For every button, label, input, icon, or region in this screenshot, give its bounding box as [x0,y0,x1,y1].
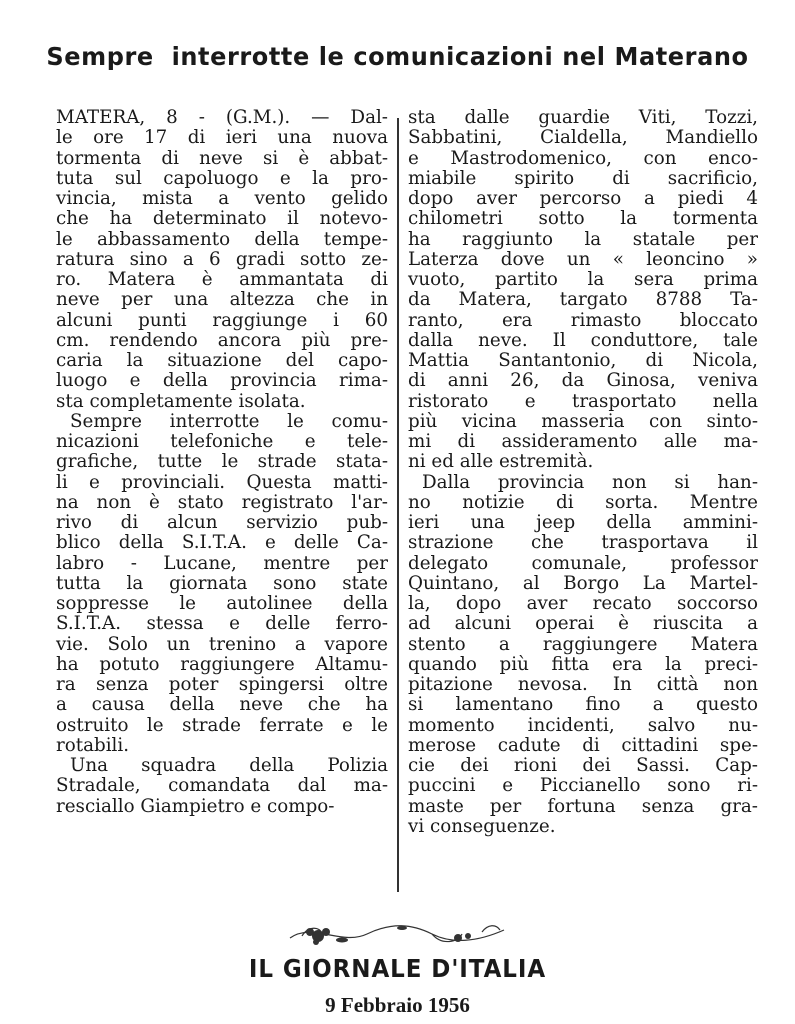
article-line: che ha determinato il notevo- [56,208,388,230]
article-line: da Matera, targato 8788 Ta- [408,289,758,311]
article-line: Una squadra della Polizia [70,755,388,776]
article-headline: Sempre interrotte le comunicazioni nel Materano [46,42,749,71]
article-line: ni ed alle estremità. [408,451,594,473]
article-line: dalla neve. Il conduttore, tale [408,329,758,351]
article-line: ranto, era rimasto bloccato [408,309,758,331]
article-line: tuta sul capoluogo e la pro- [56,167,388,189]
article-line: merose cadute di cittadini spe- [408,734,758,756]
article-line: cie dei rioni dei Sassi. Cap- [408,755,758,776]
article-line: si lamentano fino a questo [408,694,758,716]
article-line: labro - Lucane, mentre per [56,552,388,574]
floral-flourish-icon [282,912,512,954]
article-line: soppresse le autolinee della [56,593,388,614]
article-line: ra senza poter spingersi oltre [56,674,388,695]
article-left-column [56,108,388,818]
column-divider [397,118,399,892]
article-line: blico della S.I.T.A. e delle Ca- [56,532,388,554]
article-line: momento incidenti, salvo nu- [408,714,758,736]
article-line: di anni 26, da Ginosa, veniva [408,370,758,392]
article-line: na non è stato registrato l'ar- [56,491,388,513]
article-line: alcuni punti raggiunge i 60 [56,309,388,331]
article-line: ro. Matera è ammantata di [56,269,388,290]
article-line: vincia, mista a vento gelido [56,188,388,209]
article-line: Sempre interrotte le comu- [70,410,388,432]
article-line: li e provinciali. Questa matti- [56,471,388,493]
publication-date: 9 Febbraio 1956 [325,993,470,1017]
article-line: rivo di alcun servizio pub- [56,512,388,533]
article-line: strazione che trasportava il [408,532,758,554]
article-line: dopo aver percorso a piedi 4 [408,188,758,209]
article-line: mi di assideramento alle ma- [408,431,758,452]
article-line: grafiche, tutte le strade stata- [56,451,388,473]
article-line: la, dopo aver recato soccorso [408,593,758,614]
article-right-column [408,107,758,837]
article-paragraph [408,108,758,473]
article-line: pitazione nevosa. In città non [408,674,758,695]
article-line: ieri una jeep della ammini- [408,512,758,533]
article-line: più vicina masseria con sinto- [408,410,758,432]
article-line: MATERA, 8 - (G.M.). — Dal- [56,107,388,128]
article-line: maste per fortuna senza gra- [408,795,758,817]
article-line: caria la situazione del capo- [56,350,388,371]
article-line: ratura sino a 6 gradi sotto ze- [56,248,388,270]
article-line: vi conseguenze. [408,815,556,837]
article-line: Sabbatini, Cialdella, Mandiello [408,127,758,149]
article-line: resciallo Giampietro e compo- [56,795,335,817]
article-paragraph [56,412,388,756]
article-line: delegato comunale, professor [408,552,758,574]
article-paragraph [56,756,388,817]
article-paragraph [56,108,388,412]
article-line: luogo e della provincia rima- [56,370,388,392]
article-line: tormenta di neve si è abbat- [56,147,388,169]
article-line: chilometri sotto la tormenta [408,208,758,230]
article-line: stento a raggiungere Matera [408,633,758,655]
article-line: ha raggiunto la statale per [408,228,758,250]
article-paragraph [408,473,758,838]
article-line: cm. rendendo ancora più pre- [56,329,388,351]
article-line: ristorato e trasportato nella [408,390,758,412]
article-line: le ore 17 di ieri una nuova [56,127,388,149]
article-line: rotabili. [56,734,130,756]
article-line: Mattia Santantonio, di Nicola, [408,350,758,371]
article-line: vuoto, partito la sera prima [408,269,758,290]
article-line: Laterza dove un « leoncino » [408,248,758,270]
article-line: ha potuto raggiungere Altamu- [56,653,388,675]
article-line: ostruito le strade ferrate e le [56,714,388,736]
article-line: S.I.T.A. stessa e delle ferro- [56,613,388,635]
article-line: vie. Solo un trenino a vapore [56,633,388,655]
article-line: sta completamente isolata. [56,390,306,412]
article-line: nicazioni telefoniche e tele- [56,431,388,452]
article-line: a causa della neve che ha [56,694,388,716]
article-line: e Mastrodomenico, con enco- [408,147,758,169]
article-line: le abbassamento della tempe- [56,228,388,250]
article-line: ad alcuni operai è riuscita a [408,613,758,635]
article-line: neve per una altezza che in [56,289,388,311]
article-line: Quintano, al Borgo La Martel- [408,572,758,594]
article-line: puccini e Piccianello sono ri- [408,775,758,797]
article-line: Stradale, comandata dal ma- [56,775,388,797]
article-line: no notizie di sorta. Mentre [408,491,758,513]
article-line: Dalla provincia non si han- [422,471,758,493]
article-line: sta dalle guardie Viti, Tozzi, [408,107,758,128]
article-line: tutta la giornata sono state [56,572,388,594]
article-line: quando più fitta era la preci- [408,653,758,675]
newspaper-masthead: IL GIORNALE D'ITALIA [248,954,547,983]
article-line: miabile spirito di sacrificio, [408,167,758,189]
